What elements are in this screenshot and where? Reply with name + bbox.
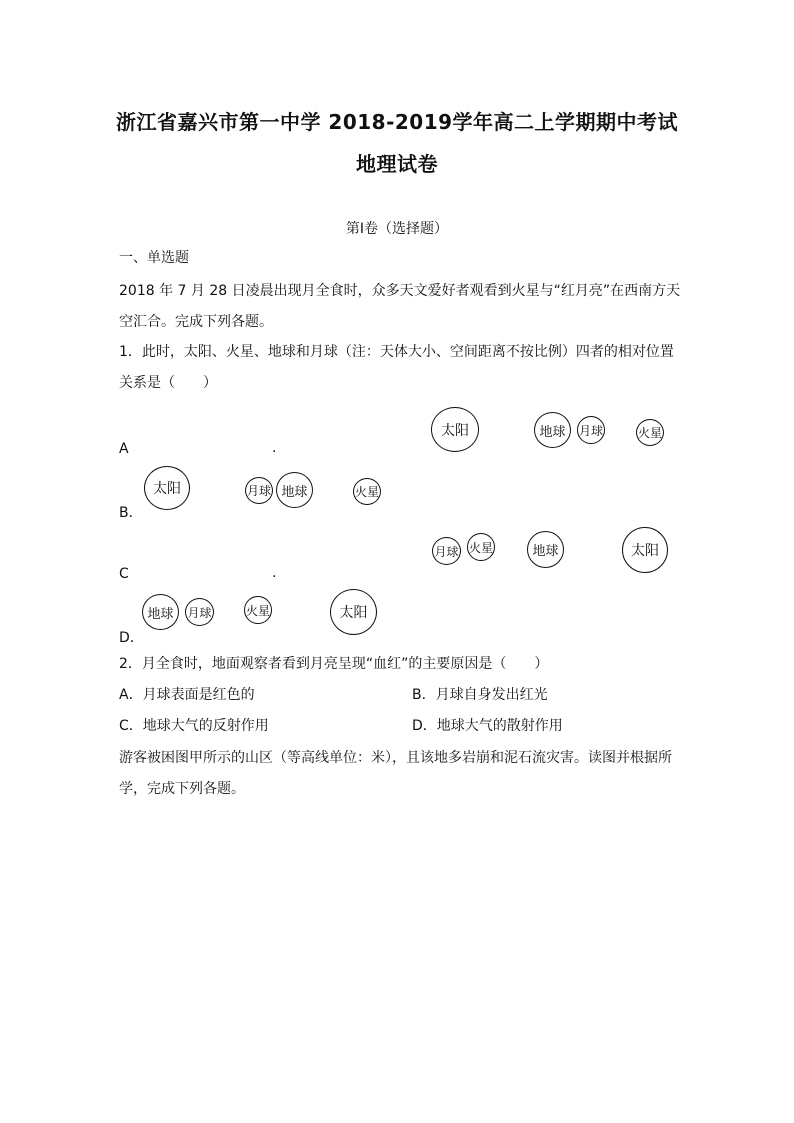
question-2-option-d: D．地球大气的散射作用 <box>412 718 563 734</box>
option-a-period: . <box>272 440 277 456</box>
option-c-mars-label: 火星 <box>468 540 493 555</box>
option-c-earth-circle <box>527 531 564 568</box>
option-c-period: . <box>272 565 277 581</box>
option-d-label: D． <box>119 630 144 646</box>
question-2-option-a: A．月球表面是红色的 <box>119 687 255 703</box>
question-2-option-c: C．地球大气的反射作用 <box>119 718 269 734</box>
intro-line2: 空汇合。完成下列各题。 <box>119 314 273 330</box>
option-a-moon-circle <box>577 416 605 444</box>
question-1-line1: 1．此时，太阳、火星、地球和月球（注：天体大小、空间距离不按比例）四者的相对位置 <box>119 344 674 360</box>
option-b-sun-label: 太阳 <box>153 481 181 497</box>
intro-line1: 2018 年 7 月 28 日凌晨出现月全食时，众多天文爱好者观看到火星与“红月亮”在西南方天 <box>119 283 681 299</box>
option-b-moon-label: 月球 <box>246 484 271 498</box>
option-d-moon-circle <box>185 598 214 626</box>
option-d-sun-circle <box>330 589 377 635</box>
passage-2-line2: 学，完成下列各题。 <box>119 781 245 797</box>
option-b-mars-label: 火星 <box>354 485 379 499</box>
option-d-mars-circle <box>244 596 272 624</box>
section-heading: 第I卷（选择题） <box>345 221 449 237</box>
document-title-line1: 浙江省嘉兴市第一中学 2018-2019学年高二上学期期中考试 <box>115 110 679 134</box>
part-heading: 一、单选题 <box>119 250 189 266</box>
option-a-mars-label: 火星 <box>637 426 662 440</box>
option-c-moon-label: 月球 <box>434 544 459 559</box>
option-d-earth-label: 地球 <box>147 606 174 622</box>
option-b-mars-circle <box>353 478 381 505</box>
option-c-sun-label: 太阳 <box>631 543 659 559</box>
option-c-moon-circle <box>432 537 461 565</box>
question-1-line2: 关系是（ ） <box>119 375 217 391</box>
option-d-mars-label: 火星 <box>245 603 270 618</box>
question-2-stem: 2．月全食时，地面观察者看到月亮呈现“血红”的主要原因是（ ） <box>119 656 549 672</box>
option-c-earth-label: 地球 <box>532 544 559 559</box>
option-b-earth-circle <box>276 472 313 508</box>
document-title-line2: 地理试卷 <box>356 152 438 176</box>
passage-2-line1: 游客被困图甲所示的山区（等高线单位：米），且该地多岩崩和泥石流灾害。读图并根据所 <box>119 750 672 766</box>
option-b-moon-circle <box>245 477 273 504</box>
option-a-earth-circle <box>534 412 571 448</box>
option-a-moon-label: 月球 <box>578 423 603 438</box>
option-d-moon-label: 月球 <box>187 605 212 620</box>
option-c-label: C <box>119 566 129 582</box>
option-d-earth-circle <box>142 594 179 630</box>
option-c-mars-circle <box>467 533 495 561</box>
option-d-sun-label: 太阳 <box>339 605 368 621</box>
option-a-earth-label: 地球 <box>539 424 566 440</box>
option-a-sun-circle <box>431 407 479 452</box>
option-a-mars-circle <box>636 419 664 446</box>
option-b-earth-label: 地球 <box>281 484 308 500</box>
option-b-sun-circle <box>144 466 190 510</box>
option-a-sun-label: 太阳 <box>441 422 469 439</box>
option-b-label: B． <box>119 505 143 521</box>
option-a-label: A <box>119 441 129 457</box>
option-c-sun-circle <box>622 527 668 573</box>
question-2-option-b: B．月球自身发出红光 <box>412 687 548 703</box>
